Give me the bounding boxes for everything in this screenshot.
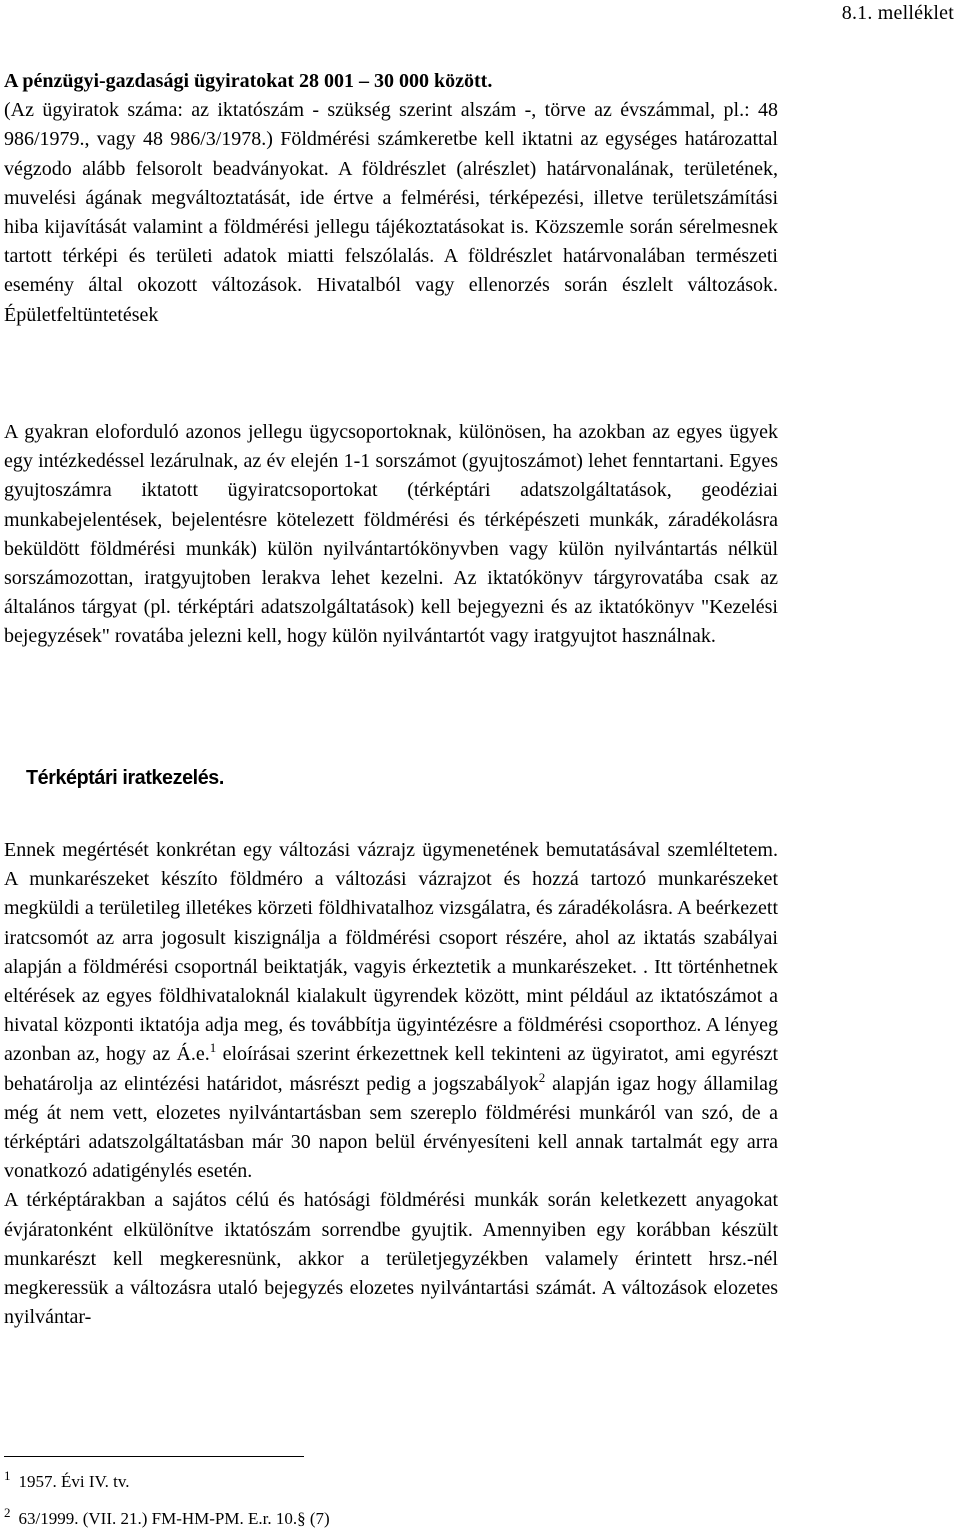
paragraph-text-b: eloírásai szerint érkezettnek kell tekinteni az ügyiratot, ami egyrészt behatárolja az elintézési határidot, másrészt pedig a jogszabályok xyxy=(4,1043,778,1095)
paragraph-lead-bold: A pénzügyi-gazdasági ügyiratokat 28 001 – 30 000 között. xyxy=(4,70,493,92)
paragraph-text-a: Ennek megértését konkrétan egy változási vázrajz ügymenetének bemutatásával szemléltetem. A munkarészeket készíto földméro a változási vázrajzot és hozzá tartozó munkarészeket megküldi a területileg illetékes körzeti földhivatalhoz vizsgálatra, és záradékolásra. A beérkezett iratcsomót az arra jogosult kiszignálja a földmérési csoport részére, ahol az iktatás szabályai alapján a földmérési csoportnál beiktatják, vagyis érkeztetik a munkarészeket. . Itt történhetnek eltérések az egyes földhivataloknál kialakult ügyrendek között, mint például az iktatószámot a hivatal központi iktatója adja meg, és továbbítja ügyintézésre a földmérési csoporthoz. A lényeg azonban az, hogy az Á.e. xyxy=(4,839,778,1066)
footnote-ref-1: 1 xyxy=(209,1040,217,1056)
paragraph-text-c: alapján igaz hogy államilag még át nem vett, elozetes nyilvántartásban sem szereplo földmérési munkáról van szó, de a térképtári adatszolgáltatásban már 30 napon belül érvényesíteni kell annak tartalmát egy arra vonatkozó adatigénylés esetén. xyxy=(4,1072,778,1183)
paragraph-body: (Az ügyiratok száma: az iktatószám - szükség szerint alszám -, törve az évszámmal, pl.: 48 986/1979., vagy 48 986/3/1978.) Földmérési számkeretbe kell iktatni az egységes határozattal végzodo alább felsorolt beadványokat. A földrészlet (alrészlet) határvonalának, területének, muvelési ágának megváltoztatását, ide értve a felmérési, térképezési, illetve területszámítási hiba kijavítását valamint a földmérési jellegu tájékoztatásokat is. Közszemle során sérelmesnek tartott térképi és területi adatok miatti felszólalás. A földrészlet határvonalában természeti esemény által okozott változások. Hivatalból vagy ellenorzés során észlelt változások. Épületfeltüntetések xyxy=(4,99,778,326)
footnote-ref-2: 2 xyxy=(538,1069,546,1085)
paragraph-body xyxy=(4,836,778,1186)
paragraph-financial-filing xyxy=(4,67,778,330)
footnote-1 xyxy=(4,1466,129,1492)
footnote-text: 63/1999. (VII. 21.) FM-HM-PM. E.r. 10.§ (7) xyxy=(18,1509,330,1528)
footnote-2 xyxy=(4,1503,330,1529)
annex-label: 8.1. melléklet xyxy=(841,2,954,24)
paragraph-body: A térképtárakban a sajátos célú és hatósági földmérési munkák során keletkezett anyagokat évjáratonként elkülönítve iktatószám sorrendbe gyujtik. Amennyiben egy korábban készült munkarészt kell megkeresnünk, akkor a területjegyzékben valamely érintett hrsz.-nél megkeressük a változásra utaló bejegyzés elozetes nyilvántartási számát. A változások elozetes nyilvántar- xyxy=(4,1189,778,1329)
footnote-number: 1 xyxy=(4,1468,11,1483)
footnote-text: 1957. Évi IV. tv. xyxy=(18,1472,130,1491)
footnote-divider xyxy=(4,1456,304,1457)
paragraph-map-archive xyxy=(4,836,778,1332)
footnote-number: 2 xyxy=(4,1505,11,1520)
paragraph-body: A gyakran eloforduló azonos jellegu ügycsoportoknak, különösen, ha azokban az egyes ügyek egy intézkedéssel lezárulnak, az év elején 1-1 sorszámot (gyujtoszámot) lehet fenntartani. Egyes gyujtoszámra iktatott ügyiratcsoportokat (térképtári adatszolgáltatások, geodéziai munkabejelentések, bejelentésre kötelezett földmérési és térképészeti munkák, záradékolásra beküldött földmérési munkák) külön nyilvántartókönyvben vagy külön nyilvántartás nélkül sorszámozottan, iratgyujtoben lerakva lehet kezelni. Az iktatókönyv tárgyrovatába csak az általános tárgyat (pl. térképtári adatszolgáltatások) kell bejegyezni és az iktatókönyv "Kezelési bejegyzések" rovatába jelezni kell, hogy külön nyilvántartót vagy iratgyujtot használnak. xyxy=(4,421,778,648)
paragraph-collective-numbers xyxy=(4,418,778,652)
paragraph-text xyxy=(4,67,778,330)
section-heading: Térképtári iratkezelés. xyxy=(26,766,224,789)
